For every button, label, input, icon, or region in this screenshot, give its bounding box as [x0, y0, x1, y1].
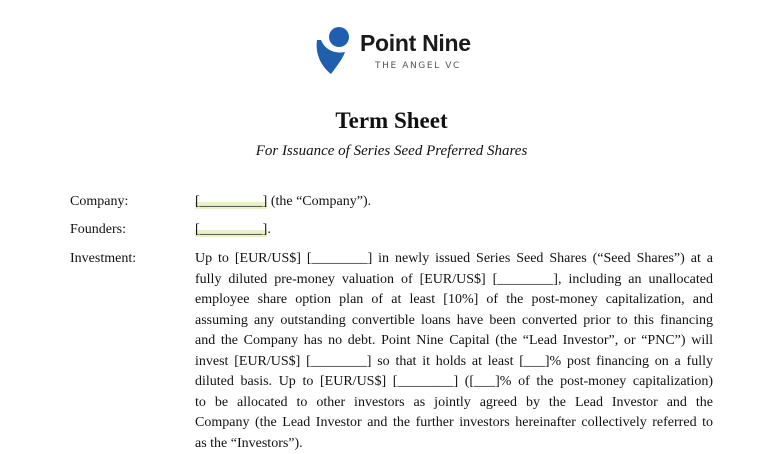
founders-blank[interactable]: [_________]: [195, 222, 268, 237]
investment-line: employee share option plan of at least [10%] of the post-money capitalization, and: [195, 292, 713, 307]
founders-value-text: .: [267, 222, 271, 237]
investment-line: as the “Investors”).: [195, 435, 303, 451]
investment-line: invest [EUR/US$] [________] so that it holds at least [___]% post financing on a fully: [195, 353, 713, 369]
investment-line: fully diluted pre-money valuation of [EUR/US$] [________], including an unallocated: [195, 271, 713, 287]
logo-tagline: THE ANGEL VC: [375, 61, 461, 71]
investment-line: assuming any outstanding convertible loans have been converted prior to this financing: [195, 312, 713, 328]
investment-label: Investment:: [70, 251, 137, 266]
document-subtitle: For Issuance of Series Seed Preferred Shares: [255, 143, 528, 159]
company-blank[interactable]: [_________]: [195, 194, 268, 209]
investment-paragraph: [195, 249, 713, 454]
company-value: [195, 192, 371, 212]
investment-line: to be allocated to other investors as jointly agreed by the Lead Investor and the: [195, 394, 713, 410]
investment-line: Up to [EUR/US$] [________] in newly issued Series Seed Shares (“Seed Shares”) at a: [195, 251, 713, 266]
point-nine-logo: [313, 24, 483, 76]
company-label: Company:: [70, 194, 129, 209]
founders-label: Founders:: [70, 222, 126, 237]
document-title: Term Sheet: [335, 108, 448, 133]
logo-name: Point Nine: [360, 30, 471, 56]
investment-line: diluted basis. Up to [EUR/US$] [________] ([___]% of the post-money capitalization): [195, 374, 713, 389]
point-nine-logo-icon: [313, 24, 353, 76]
founders-value: [195, 220, 271, 240]
investment-line: Company (the Lead Investor and the further investors hereinafter collectively referred to: [195, 415, 713, 430]
investment-line: and the Company has no debt. Point Nine Capital (the “Lead Investor”, or “PNC”) will: [195, 333, 713, 348]
company-value-text: (the “Company”).: [267, 194, 372, 209]
